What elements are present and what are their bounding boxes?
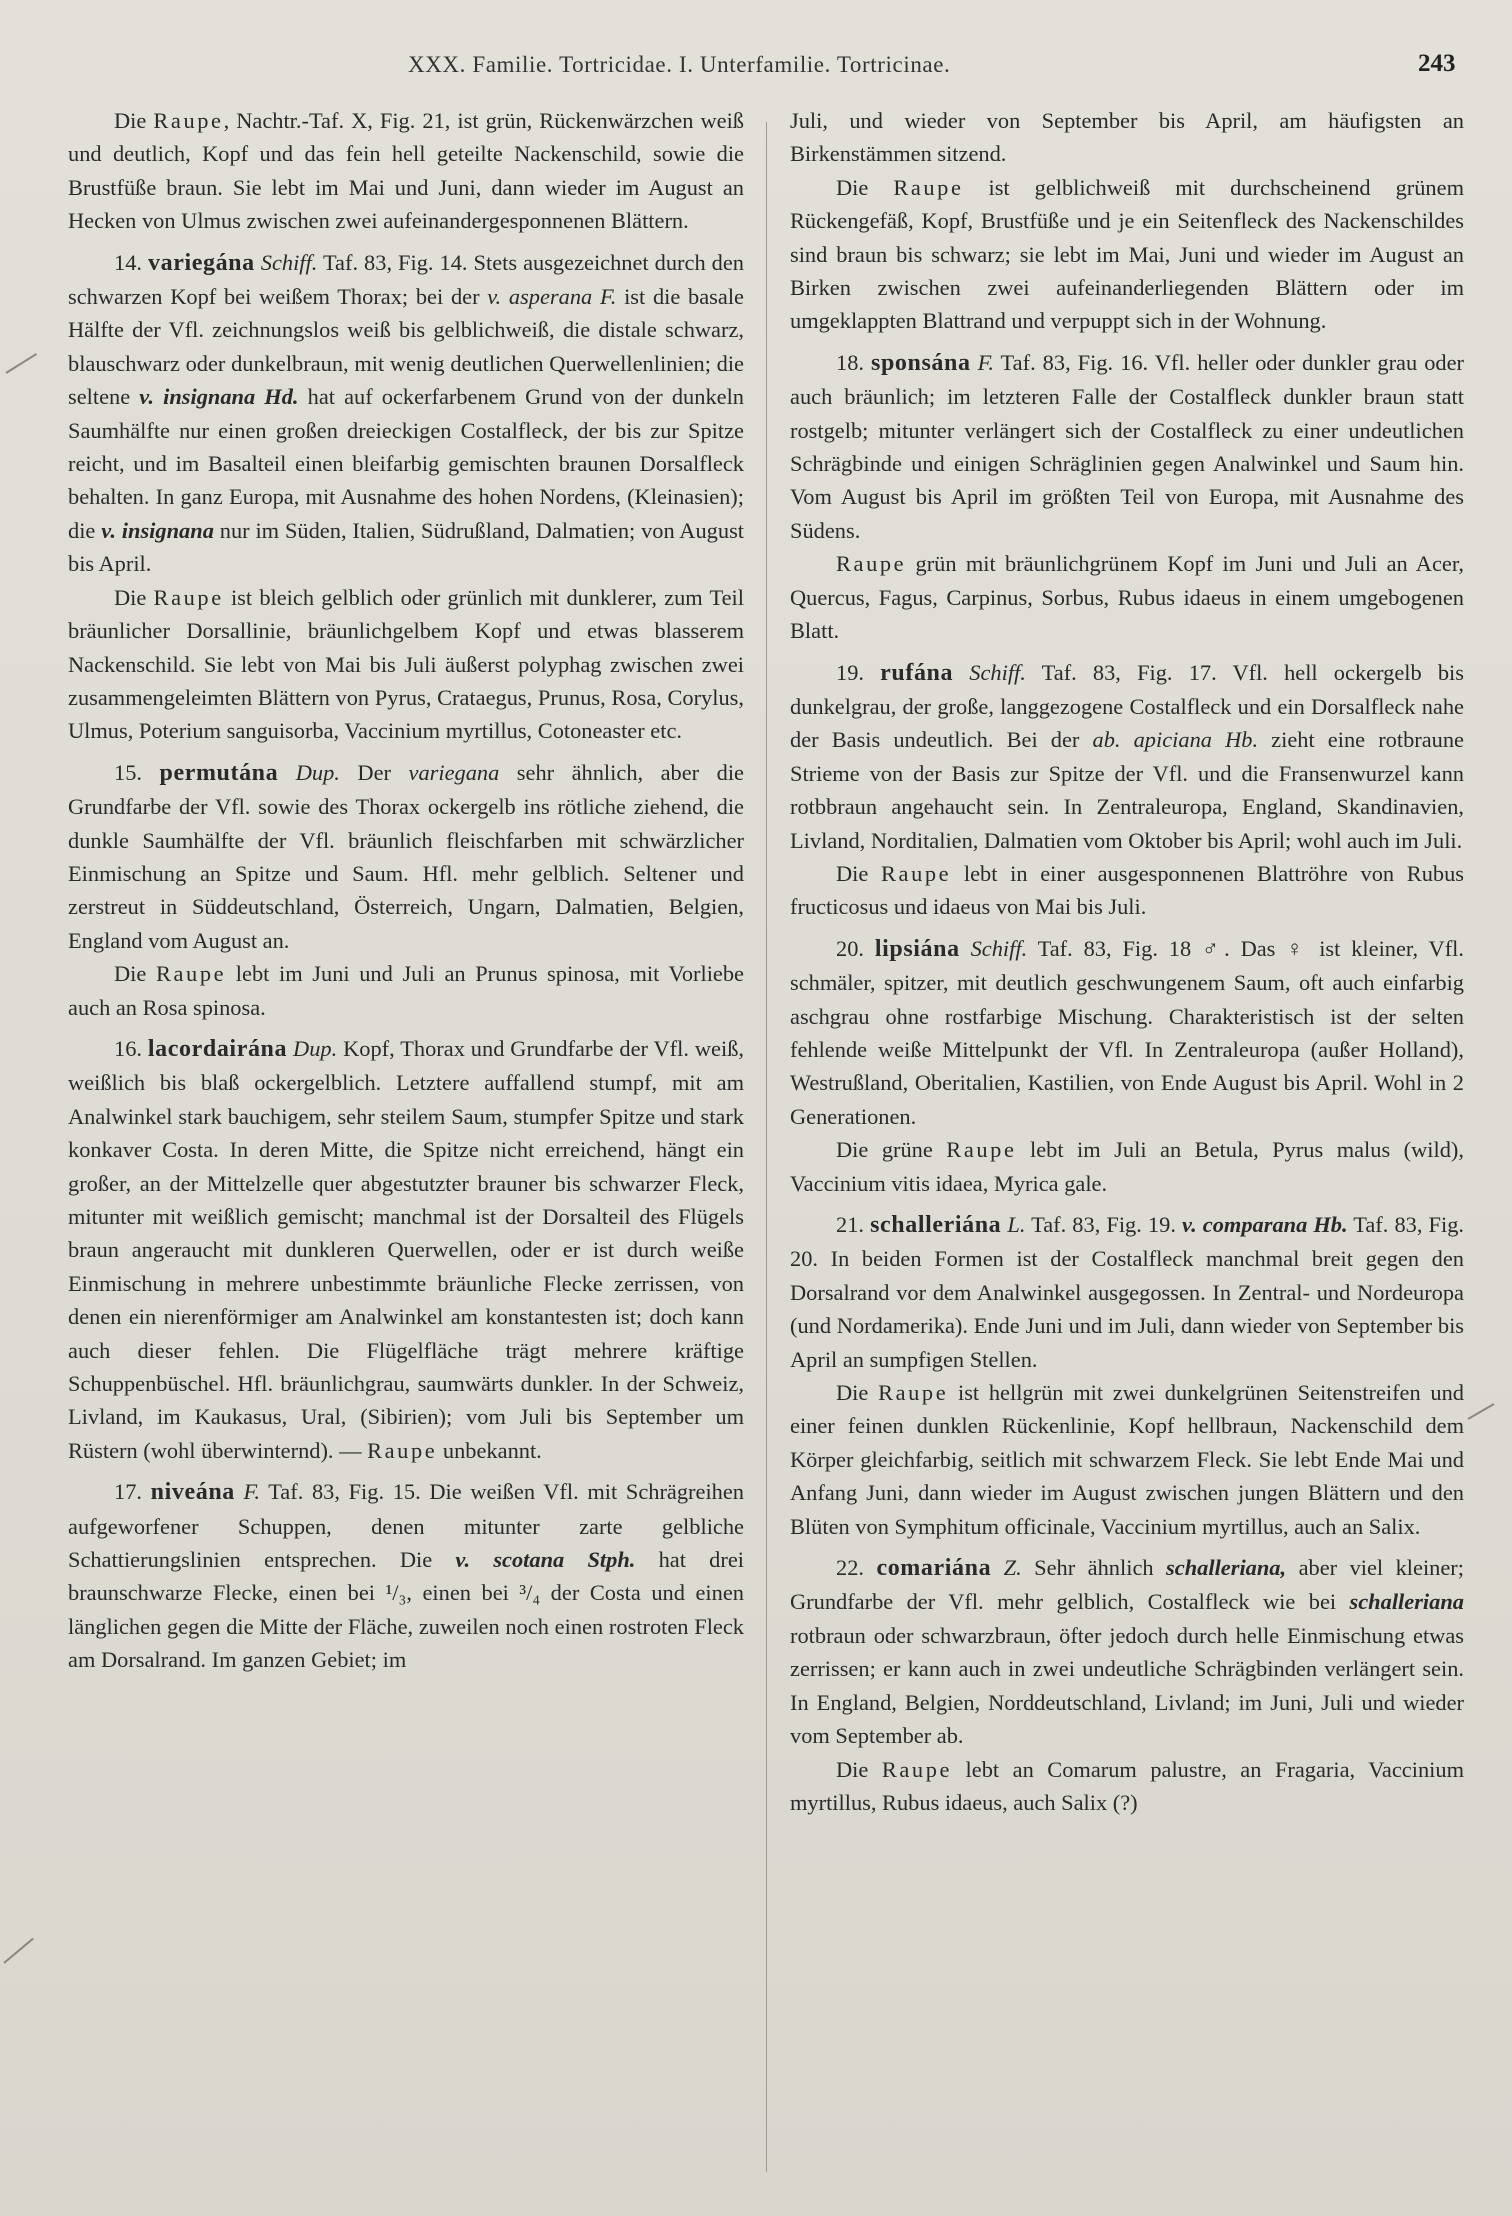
paragraph-larva-18: Raupe grün mit bräunlichgrünem Kopf im Juni und Juli an Acer, Quercus, Fagus, Carpinus, Sorbus, Rubus idaeus in einem umgebogenen Blatt. (790, 551, 1464, 644)
species-name: niveána (150, 1479, 235, 1506)
margin-pencil-mark (5, 353, 37, 374)
column-divider (766, 122, 767, 2172)
paragraph-continuation-17: Juli, und wieder von September bis April, am häufigsten an Birkenstämmen sitzend. (790, 108, 1464, 167)
entry-number: 17. (114, 1479, 151, 1505)
species-entry-20: 20. lipsiána Schiff. Taf. 83, Fig. 18 ♂. Das ♀ ist kleiner, Vfl. schmäler, spitzer, mit deutlich geschwungenem Saum, oft auch einfarbig aschgrau ohne rostfarbige Mischung. Charakteristisch ist der selten fehlende weiße Mittelpunkt der Vfl. In Zentraleuropa (außer Holland), Westrußland, Oberitalien, Kastilien, von Ende August bis April. Wohl in 2 Generationen. (790, 935, 1464, 1129)
author: Dup. (295, 759, 340, 785)
species-entry-16: 16. lacordairána Dup. Kopf, Thorax und Grundfarbe der Vfl. weiß, weißlich bis blaß ockergelblich. Letztere auffallend stumpf, mit am Analwinkel stark bauchigem, sehr steilem Saum, stumpfer Spitze und stark konkaver Costa. In deren Mitte, die Spitze nicht erreichend, hängt ein großer, an der Mittelzelle quer abgestutzter brauner bis schwarzer Fleck, mitunter mit weißlich gemischt; manchmal ist der Dorsalteil des Flügels braun angeraucht mit dunkleren Querwellen, oder er ist durch weiße Einmischung in mehrere unbestimmte bräunliche Flecke zerrissen, von denen ein nierenförmiger am Analwinkel am konstantesten ist; doch kann auch dieser fehlen. Die Flügelfläche trägt mehrere kräftige Schuppenbüschel. Hfl. bräunlichgrau, saumwärts dunkler. In der Schweiz, Livland, im Kaukasus, Ural, (Sibirien); vom Juli bis September um Rüstern (wohl überwinternd). — Raupe unbekannt. (68, 1035, 744, 1463)
author: L. (1007, 1212, 1026, 1237)
paragraph-larva-22: Die Raupe lebt an Comarum palustre, an Fragaria, Vaccinium myrtillus, Rubus idaeus, auch Salix (?) (790, 1756, 1464, 1815)
species-name: sponsána (871, 349, 971, 376)
species-entry-18: 18. sponsána F. Taf. 83, Fig. 16. Vfl. heller oder dunkler grau oder auch bräunlich; im letzteren Falle der Costalfleck dunkler braun statt rostgelb; mitunter verlängert sich der Costalfleck zu einer undeutlichen Schrägbinde und einigen Schräglinien gegen Analwinkel und Saum hin. Vom August bis April im größten Teil von Europa, mit Ausnahme des Südens. (790, 349, 1464, 543)
paragraph-larva-17: Die Raupe ist gelblichweiß mit durchscheinend grünem Rückengefäß, Kopf, Brustfüße und je ein Seitenfleck des Nackenschildes sind braun bis schwarz; sie lebt im Mai, Juni und wieder im August an Birken zwischen zwei aufeinanderliegenden Blättern oder im umgeklappten Blattrand und verpuppt sich in der Wohnung. (790, 174, 1464, 334)
entry-number: 16. (114, 1035, 148, 1061)
paragraph-larva-15: Die Raupe lebt im Juni und Juli an Prunus spinosa, mit Vorliebe auch an Rosa spinosa. (68, 961, 744, 1020)
author: Z. (1003, 1555, 1022, 1581)
paragraph-larva-13: Die Raupe, Nachtr.-Taf. X, Fig. 21, ist grün, Rückenwärzchen weiß und deutlich, Kopf und das fein hell geteilte Nackenschild, sowie die Brustfüße braun. Sie lebt im Mai und Juni, dann wieder im August an Hecken von Ulmus zwischen zwei aufeinandergesponnenen Blättern. (68, 108, 744, 234)
entry-number: 14. (114, 249, 148, 275)
species-entry-21: 21. schalleriána L. Taf. 83, Fig. 19. v. comparana Hb. Taf. 83, Fig. 20. In beiden Formen ist der Costalfleck manchmal breit gegen den Dorsalrand vor dem Analwinkel ausgegossen. In Zentral- und Nordeuropa (und Nordamerika). Ende Juni und im Juli, dann wieder von September bis April an sumpfigen Stellen. (790, 1212, 1464, 1372)
margin-pencil-mark (3, 1938, 33, 1964)
author: Schiff. (970, 935, 1028, 961)
right-column (790, 104, 1464, 1819)
entry-number: 15. (114, 759, 160, 785)
entry-number: 20. (836, 935, 875, 961)
author: F. (977, 349, 994, 375)
running-header (0, 52, 1512, 92)
species-name: lipsiána (874, 935, 960, 962)
margin-pencil-mark (1468, 1403, 1495, 1420)
species-entry-14: 14. variegána Schiff. Taf. 83, Fig. 14. Stets ausgezeichnet durch den schwarzen Kopf bei weißem Thorax; bei der v. asperana F. ist die basale Hälfte der Vfl. zeichnungslos weiß bis gelblichweiß, die distale schwarz, blauschwarz oder dunkelbraun, mit wenig deutlichen Querwellenlinien; die seltene v. insignana Hd. hat auf ockerfarbenem Grund von der dunkeln Saumhälfte nur einen großen dreieckigen Costalfleck, der bis zur Spitze reicht, und im Basalteil einen bleifarbig gemischten braunen Dorsalfleck behalten. In ganz Europa, mit Ausnahme des hohen Nordens, (Kleinasien); die v. insignana nur im Süden, Italien, Südrußland, Dalmatien; von August bis April. (68, 249, 744, 577)
paragraph-larva-20: Die grüne Raupe lebt im Juli an Betula, Pyrus malus (wild), Vaccinium vitis idaea, Myrica gale. (790, 1137, 1464, 1196)
paragraph-larva-21: Die Raupe ist hellgrün mit zwei dunkelgrünen Seitenstreifen und einer feinen dunklen Rückenlinie, Kopf hellbraun, Nackenschild dem Körper gleichfarbig, seitlich mit schwarzem Fleck. Sie lebt Ende Mai und Anfang Juni, dann wieder im August zwischen jungen Blättern und den Blüten von Symphitum officinale, Vaccinium myrtillus, auch an Salix. (790, 1380, 1465, 1539)
author: Schiff. (260, 249, 318, 275)
author: Schiff. (969, 659, 1026, 685)
species-entry-22: 22. comariána Z. Sehr ähnlich schalleriana, aber viel kleiner; Grundfarbe der Vfl. mehr gelblich, Costalfleck wie bei schalleriana rotbraun oder schwarzbraun, öfter jedoch durch helle Einmischung etwas zerrissen; er kann auch in zwei undeutliche Schrägbinden verlängert sein. In England, Belgien, Norddeutschland, Livland; im Juni, Juli und wieder vom September ab. (790, 1555, 1464, 1749)
entry-number: 21. (836, 1212, 871, 1237)
entry-number: 19. (836, 659, 881, 685)
species-name: comariána (876, 1555, 992, 1582)
species-name: permutána (159, 759, 279, 786)
entry-number: 22. (836, 1555, 877, 1581)
page-number: 243 (1418, 50, 1456, 77)
species-entry-17: 17. niveána F. Taf. 83, Fig. 15. Die weißen Vfl. mit Schrägreihen aufgeworfener Schuppen, denen mitunter zarte gelbliche Schattierungslinien entsprechen. Die v. scotana Stph. hat drei braunschwarze Flecke, einen bei ¹/₃, einen bei ³/₄ der Costa und einen länglichen gegen die Mitte der Fläche, zuweilen noch einen rostroten Fleck am Dorsalrand. Im ganzen Gebiet; im (68, 1479, 744, 1673)
paragraph-larva-19: Die Raupe lebt in einer ausgesponnenen Blattröhre von Rubus fructicosus und idaeus von Mai bis Juli. (790, 860, 1464, 920)
entry-number: 18. (836, 349, 872, 375)
left-column (68, 104, 744, 1677)
species-name: rufána (880, 659, 954, 686)
author: Dup. (293, 1035, 338, 1061)
paragraph-larva-14: Die Raupe ist bleich gelblich oder grünlich mit dunklerer, zum Teil bräunlicher Dorsallinie, bräunlichgelbem Kopf und etwas blasserem Nackenschild. Sie lebt von Mai bis Juli äußerst polyphag zwischen zwei zusammengeleimten Blättern von Pyrus, Crataegus, Prunus, Rosa, Corylus, Ulmus, Poterium sanguisorba, Vaccinium myrtillus, Cotoneaster etc. (68, 584, 744, 744)
species-name: schalleriána (870, 1212, 1002, 1238)
species-entry-19: 19. rufána Schiff. Taf. 83, Fig. 17. Vfl. hell ockergelb bis dunkelgrau, der große, langgezogene Costalfleck und ein Dorsalfleck nahe der Basis undeutlich. Bei der ab. apiciana Hb. zieht eine rotbraune Strieme von der Basis zur Spitze der Vfl. und die Fransenwurzel kann rotbbraun angehaucht sein. In Zentraleuropa, England, Skandinavien, Livland, Norditalien, Dalmatien vom Oktober bis April; wohl auch im Juli. (790, 659, 1464, 853)
species-name: variegána (148, 249, 255, 276)
species-entry-15: 15. permutána Dup. Der variegana sehr ähnlich, aber die Grundfarbe der Vfl. sowie des Thorax ockergelb ins rötliche ziehend, die dunkle Saumhälfte der Vfl. bräunlich fleischfarben mit schwärzlicher Einmischung an Spitze und Saum. Hfl. mehr gelblich. Seltener und zerstreut in Süddeutschland, Österreich, Ungarn, Dalmatien, Belgien, England vom August an. (68, 759, 744, 953)
species-name: lacordairána (147, 1035, 288, 1062)
running-title: XXX. Familie. Tortricidae. I. Unterfamilie. Tortricinae. (408, 52, 951, 77)
author: F. (243, 1479, 260, 1505)
